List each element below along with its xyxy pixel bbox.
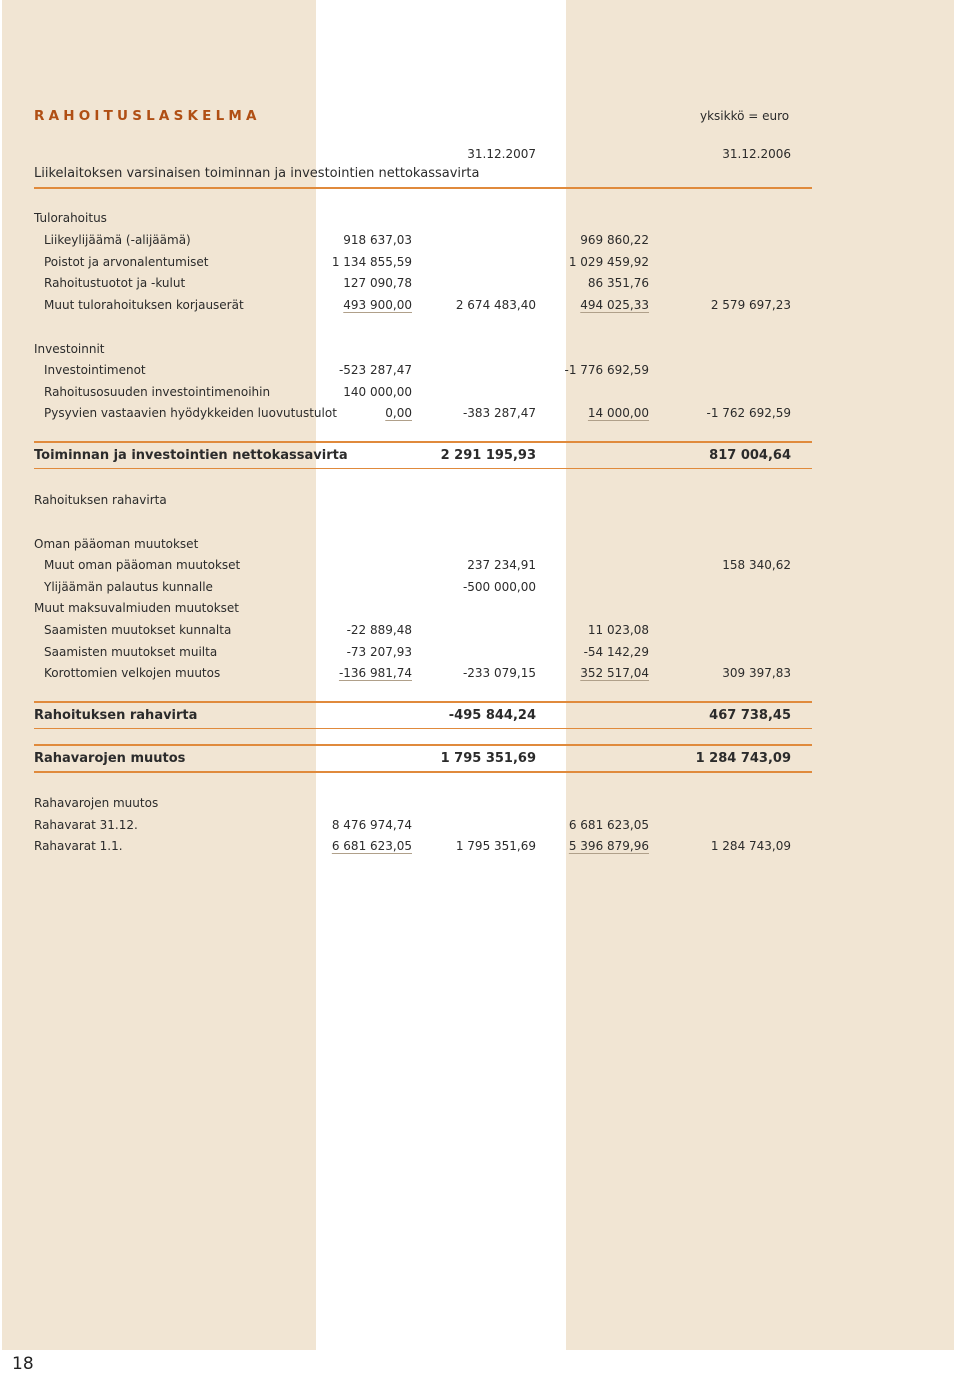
header-rule (34, 187, 812, 189)
total-value-2006: 467 738,45 (709, 708, 791, 723)
row-value-c3: 969 860,22 (580, 233, 649, 247)
total-rule-top (34, 744, 812, 746)
total-label: Toiminnan ja investointien nettokassavirta (34, 448, 348, 463)
row-label: Saamisten muutokset muilta (44, 645, 218, 659)
row-value-c4: -1 762 692,59 (706, 406, 791, 420)
total-rule-bottom (34, 771, 812, 773)
row-value-c3: 11 023,08 (587, 623, 649, 637)
group-heading-oman-paaoman: Oman pääoman muutokset (34, 537, 199, 551)
row-value-c2: -500 000,00 (462, 580, 536, 594)
row-value-c3: -1 776 692,59 (564, 363, 649, 377)
total-rule-top (34, 701, 812, 703)
total-value-2007: 2 291 195,93 (440, 448, 536, 463)
unit-label: yksikkö = euro (700, 109, 790, 123)
total-rule-top (34, 441, 812, 443)
row-value-c1: 493 900,00 (343, 298, 412, 312)
row-label: Ylijäämän palautus kunnalle (44, 580, 213, 594)
row-value-c3: 86 351,76 (587, 276, 649, 290)
row-label: Pysyvien vastaavien hyödykkeiden luovutustulot (44, 406, 337, 420)
group-heading-rahavarojen: Rahavarojen muutos (34, 796, 159, 810)
row-value-c1: 127 090,78 (343, 276, 412, 290)
row-value-c3: 352 517,04 (580, 666, 649, 680)
row-label: Rahoitustuotot ja -kulut (44, 276, 186, 290)
row-value-c1: -73 207,93 (346, 645, 412, 659)
total-value-2007: 1 795 351,69 (440, 751, 536, 766)
row-value-c1: 8 476 974,74 (331, 818, 412, 832)
row-value-c1: 918 637,03 (343, 233, 412, 247)
row-value-c1: 1 134 855,59 (331, 255, 412, 269)
total-value-2007: -495 844,24 (448, 708, 536, 723)
row-value-c2: 237 234,91 (467, 558, 536, 572)
section-heading: Liikelaitoksen varsinaisen toiminnan ja investointien nettokassavirta (34, 166, 480, 181)
row-label: Rahavarat 1.1. (34, 839, 123, 853)
group-heading-tulorahoitus: Tulorahoitus (34, 211, 107, 225)
row-value-c3: 1 029 459,92 (568, 255, 649, 269)
row-label: Liikeylijäämä (-alijäämä) (44, 233, 191, 247)
row-label: Saamisten muutokset kunnalta (44, 623, 232, 637)
row-label: Investointimenot (44, 363, 146, 377)
row-value-c4: 2 579 697,23 (710, 298, 791, 312)
row-value-c1: -523 287,47 (338, 363, 412, 377)
group-heading-investoinnit: Investoinnit (34, 342, 105, 356)
row-label: Muut tulorahoituksen korjauserät (44, 298, 244, 312)
row-value-c1: 140 000,00 (343, 385, 412, 399)
row-value-c4: 1 284 743,09 (710, 839, 791, 853)
row-value-c3: 5 396 879,96 (568, 839, 649, 853)
row-value-c1: -136 981,74 (338, 666, 412, 680)
page-title: RAHOITUSLASKELMA (34, 108, 261, 124)
group-heading-maksuvalmius: Muut maksuvalmiuden muutokset (34, 601, 240, 615)
row-value-c2: -233 079,15 (462, 666, 536, 680)
row-value-c2: 2 674 483,40 (455, 298, 536, 312)
row-label: Rahavarat 31.12. (34, 818, 138, 832)
page-number: 18 (12, 1354, 34, 1374)
row-value-c1: -22 889,48 (346, 623, 412, 637)
row-value-c3: -54 142,29 (583, 645, 649, 659)
row-value-c4: 309 397,83 (722, 666, 791, 680)
total-rule-bottom (34, 468, 812, 469)
row-value-c4: 158 340,62 (722, 558, 791, 572)
column-date-2006: 31.12.2006 (722, 147, 791, 161)
row-value-c3: 6 681 623,05 (568, 818, 649, 832)
total-label: Rahavarojen muutos (34, 751, 186, 766)
row-value-c2: -383 287,47 (462, 406, 536, 420)
row-value-c3: 14 000,00 (587, 406, 649, 420)
row-value-c3: 494 025,33 (580, 298, 649, 312)
total-value-2006: 1 284 743,09 (695, 751, 791, 766)
row-value-c1: 0,00 (385, 406, 412, 420)
total-value-2006: 817 004,64 (709, 448, 791, 463)
row-value-c1: 6 681 623,05 (331, 839, 412, 853)
row-label: Muut oman pääoman muutokset (44, 558, 241, 572)
row-label: Rahoitusosuuden investointimenoihin (44, 385, 271, 399)
group-heading-rahoituksen: Rahoituksen rahavirta (34, 493, 167, 507)
total-rule-bottom (34, 728, 812, 729)
total-label: Rahoituksen rahavirta (34, 708, 198, 723)
row-label: Poistot ja arvonalentumiset (44, 255, 209, 269)
row-value-c2: 1 795 351,69 (455, 839, 536, 853)
row-label: Korottomien velkojen muutos (44, 666, 221, 680)
column-date-2007: 31.12.2007 (467, 147, 536, 161)
